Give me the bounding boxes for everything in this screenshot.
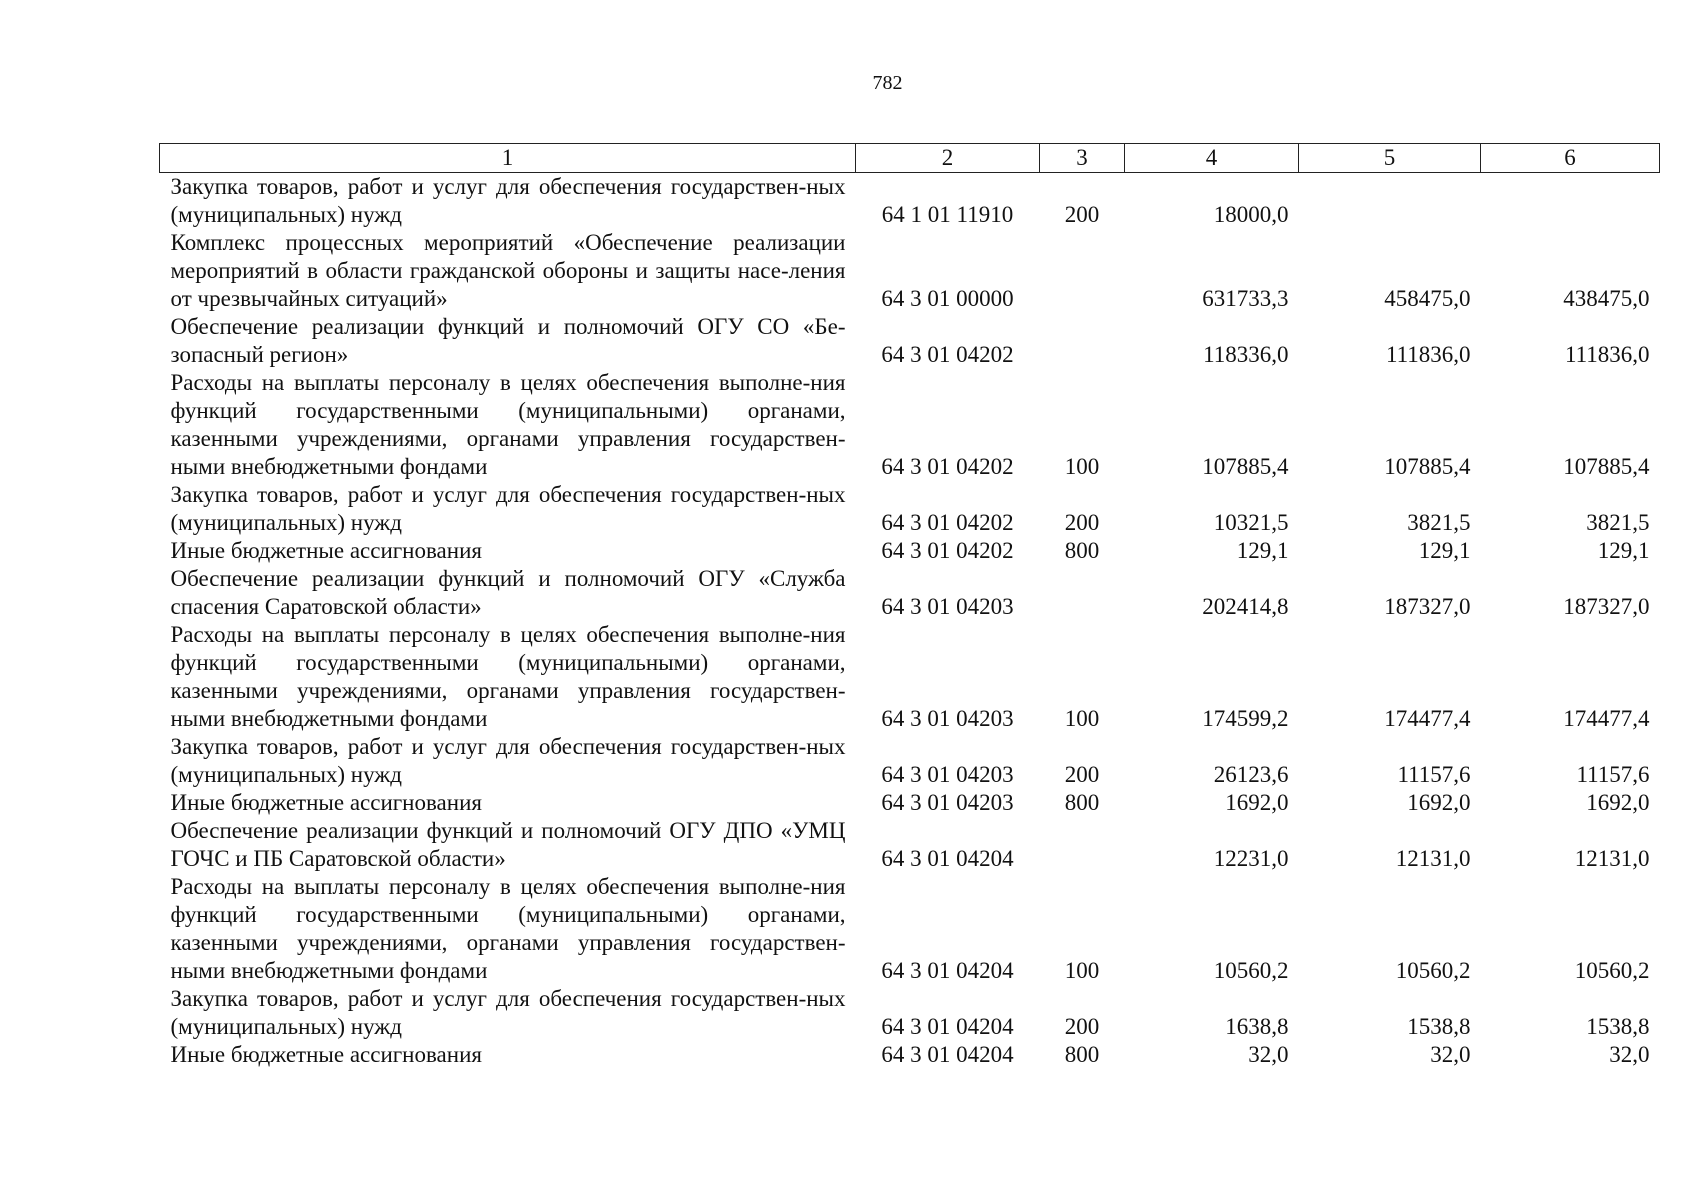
amount-col5: 10560,2 — [1395, 958, 1471, 983]
table-row — [160, 481, 1660, 537]
amount-col6: 1692,0 — [1586, 790, 1650, 815]
amount-col6: 129,1 — [1597, 538, 1650, 563]
amount-col5: 129,1 — [1418, 538, 1471, 563]
amount-col4: 174599,2 — [1202, 706, 1289, 731]
expense-type: 200 — [1064, 202, 1100, 227]
amount-col4: 10321,5 — [1213, 510, 1289, 535]
target-article-code: 64 3 01 04204 — [881, 846, 1014, 871]
amount-col6: 174477,4 — [1563, 706, 1650, 731]
amount-col5: 111836,0 — [1385, 342, 1471, 367]
table-row — [160, 229, 1660, 313]
table-row — [160, 565, 1660, 621]
item-name: Расходы на выплаты персоналу в целях обеспечения выполне-ния функций государственными (муниципальными) органами, казенными учреждениями, органами управления государствен-ными внебюджетными фондами — [170, 622, 846, 731]
amount-col6: 111836,0 — [1564, 342, 1650, 367]
table-row — [160, 873, 1660, 985]
amount-col6: 10560,2 — [1574, 958, 1650, 983]
item-name: Комплекс процессных мероприятий «Обеспечение реализации мероприятий в области гражданской обороны и защиты насе-ления от чрезвычайных ситуаций» — [170, 230, 846, 311]
amount-col6: 107885,4 — [1563, 454, 1650, 479]
amount-col5: 3821,5 — [1407, 510, 1471, 535]
expense-type: 200 — [1064, 762, 1100, 787]
amount-col4: 107885,4 — [1202, 454, 1289, 479]
target-article-code: 64 3 01 04204 — [881, 1014, 1014, 1039]
expense-type: 100 — [1064, 706, 1100, 731]
amount-col5: 32,0 — [1430, 1042, 1471, 1067]
item-name: Обеспечение реализации функций и полномочий ОГУ ДПО «УМЦ ГОЧС и ПБ Саратовской области» — [170, 818, 846, 871]
amount-col5: 11157,6 — [1397, 762, 1471, 787]
amount-col4: 631733,3 — [1202, 286, 1289, 311]
column-header-6: 6 — [1481, 144, 1660, 173]
budget-table — [159, 143, 1660, 1069]
target-article-code: 64 3 01 04203 — [881, 762, 1014, 787]
amount-col6: 32,0 — [1609, 1042, 1650, 1067]
item-name: Обеспечение реализации функций и полномочий ОГУ СО «Бе-зопасный регион» — [170, 314, 846, 367]
item-name: Иные бюджетные ассигнования — [170, 790, 482, 815]
amount-col4: 32,0 — [1248, 1042, 1289, 1067]
amount-col6: 3821,5 — [1586, 510, 1650, 535]
target-article-code: 64 1 01 11910 — [881, 202, 1014, 227]
item-name: Расходы на выплаты персоналу в целях обеспечения выполне-ния функций государственными (муниципальными) органами, казенными учреждениями, органами управления государствен-ными внебюджетными фондами — [170, 874, 846, 983]
expense-type — [1040, 313, 1125, 369]
amount-col4: 26123,6 — [1213, 762, 1289, 787]
amount-col4: 118336,0 — [1203, 342, 1289, 367]
amount-col6: 187327,0 — [1563, 594, 1650, 619]
table-row — [160, 369, 1660, 481]
expense-type: 800 — [1064, 538, 1100, 563]
amount-col6: 1538,8 — [1586, 1014, 1650, 1039]
amount-col6 — [1481, 173, 1660, 230]
table-row — [160, 537, 1660, 565]
amount-col4: 129,1 — [1236, 538, 1289, 563]
table-row — [160, 817, 1660, 873]
item-name: Расходы на выплаты персоналу в целях обеспечения выполне-ния функций государственными (муниципальными) органами, казенными учреждениями, органами управления государствен-ными внебюджетными фондами — [170, 370, 846, 479]
column-header-5: 5 — [1299, 144, 1481, 173]
target-article-code: 64 3 01 04203 — [881, 790, 1014, 815]
table-row — [160, 313, 1660, 369]
target-article-code: 64 3 01 04202 — [881, 454, 1014, 479]
amount-col5: 458475,0 — [1384, 286, 1471, 311]
expense-type: 800 — [1064, 790, 1100, 815]
amount-col6: 12131,0 — [1574, 846, 1650, 871]
item-name: Обеспечение реализации функций и полномочий ОГУ «Служба спасения Саратовской области» — [170, 566, 846, 619]
target-article-code: 64 3 01 04202 — [881, 510, 1014, 535]
item-name: Закупка товаров, работ и услуг для обеспечения государствен-ных (муниципальных) нужд — [170, 482, 846, 535]
column-header-3: 3 — [1040, 144, 1125, 173]
amount-col6: 11157,6 — [1576, 762, 1650, 787]
target-article-code: 64 3 01 04202 — [881, 342, 1014, 367]
amount-col4: 1638,8 — [1225, 1014, 1289, 1039]
table-row — [160, 621, 1660, 733]
item-name: Закупка товаров, работ и услуг для обеспечения государствен-ных (муниципальных) нужд — [170, 174, 846, 227]
item-name: Иные бюджетные ассигнования — [170, 1042, 482, 1067]
expense-type — [1040, 229, 1125, 313]
amount-col4: 10560,2 — [1213, 958, 1289, 983]
amount-col5: 107885,4 — [1384, 454, 1471, 479]
header-row — [160, 144, 1660, 173]
page-number: 782 — [872, 72, 903, 94]
table-row — [160, 173, 1660, 230]
amount-col5 — [1299, 173, 1481, 230]
amount-col5: 187327,0 — [1384, 594, 1471, 619]
target-article-code: 64 3 01 04203 — [881, 706, 1014, 731]
target-article-code: 64 3 01 00000 — [881, 286, 1014, 311]
target-article-code: 64 3 01 04204 — [881, 1042, 1014, 1067]
expense-type: 200 — [1064, 1014, 1100, 1039]
target-article-code: 64 3 01 04202 — [881, 538, 1014, 563]
amount-col4: 12231,0 — [1213, 846, 1289, 871]
expense-type — [1040, 817, 1125, 873]
amount-col4: 18000,0 — [1213, 202, 1289, 227]
amount-col5: 174477,4 — [1384, 706, 1471, 731]
amount-col4: 202414,8 — [1202, 594, 1289, 619]
item-name: Иные бюджетные ассигнования — [170, 538, 482, 563]
item-name: Закупка товаров, работ и услуг для обеспечения государствен-ных (муниципальных) нужд — [170, 734, 846, 787]
expense-type: 200 — [1064, 510, 1100, 535]
item-name: Закупка товаров, работ и услуг для обеспечения государствен-ных (муниципальных) нужд — [170, 986, 846, 1039]
column-header-1: 1 — [160, 144, 856, 173]
expense-type: 100 — [1064, 958, 1100, 983]
expense-type — [1040, 565, 1125, 621]
amount-col5: 1538,8 — [1407, 1014, 1471, 1039]
expense-type: 800 — [1064, 1042, 1100, 1067]
amount-col5: 12131,0 — [1395, 846, 1471, 871]
target-article-code: 64 3 01 04204 — [881, 958, 1014, 983]
column-header-2: 2 — [856, 144, 1040, 173]
target-article-code: 64 3 01 04203 — [881, 594, 1014, 619]
table-row — [160, 789, 1660, 817]
amount-col4: 1692,0 — [1225, 790, 1289, 815]
amount-col5: 1692,0 — [1407, 790, 1471, 815]
table-row — [160, 985, 1660, 1041]
expense-type: 100 — [1064, 454, 1100, 479]
column-header-4: 4 — [1125, 144, 1299, 173]
table-row — [160, 1041, 1660, 1069]
amount-col6: 438475,0 — [1563, 286, 1650, 311]
table-body — [160, 173, 1660, 1070]
table-row — [160, 733, 1660, 789]
